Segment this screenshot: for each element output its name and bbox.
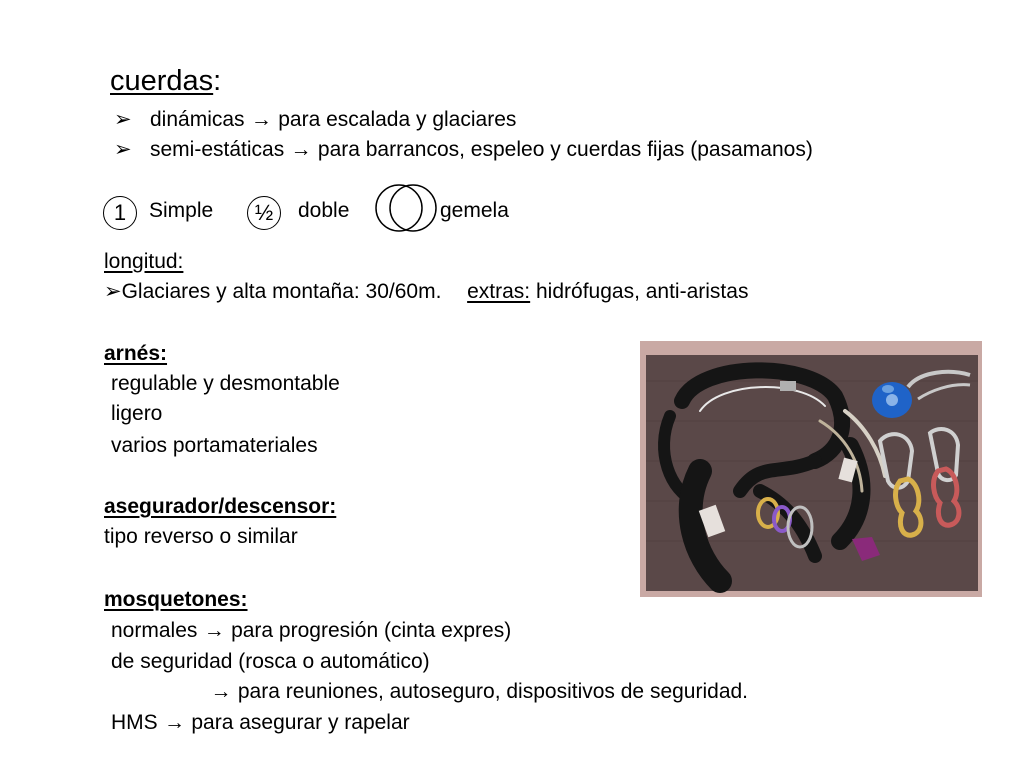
arrow-right-icon: → [290, 138, 312, 161]
buckle [780, 381, 796, 391]
twin-rope-icon [374, 182, 438, 234]
mosquetones-seguridad-uso [210, 680, 748, 704]
hms-desc: para asegurar y rapelar [191, 711, 410, 734]
double-rope-symbol: ½ [247, 196, 281, 230]
section-title-arnes: arnés: [104, 342, 168, 365]
mosquetones-seguridad: de seguridad (rosca o automático) [111, 650, 430, 673]
mosquetones-hms [111, 711, 410, 735]
bullet-text-post: para barrancos, espeleo y cuerdas fijas (pasamanos) [317, 138, 813, 161]
cuerdas-colon: : [213, 65, 222, 97]
cuerdas-bullet-semiestaticas [114, 138, 813, 162]
rope-type-doble-label: doble [298, 199, 350, 222]
section-title-mosquetones: mosquetones: [104, 588, 248, 611]
arnes-item: regulable y desmontable [111, 372, 340, 395]
cuerdas-bullet-dinamicas [114, 108, 516, 132]
section-title-asegurador: asegurador/descensor: [104, 495, 337, 518]
section-title-cuerdas [110, 64, 221, 98]
seguridad-uso-desc: para reuniones, autoseguro, dispositivos de seguridad. [237, 680, 749, 703]
extras-value: hidrófugas, anti-aristas [536, 280, 749, 303]
harness-gear-photo [640, 341, 982, 597]
bullet-text-pre: dinámicas [150, 108, 245, 131]
arnes-item: varios portamateriales [111, 434, 318, 457]
arnes-item: ligero [111, 402, 163, 425]
bullet-marker: ➢ [114, 108, 132, 131]
rope-type-gemela-label: gemela [440, 199, 509, 222]
hms-label: HMS [111, 711, 158, 734]
bullet-text-pre: semi-estáticas [150, 138, 285, 161]
arrow-right-icon: → [203, 619, 225, 642]
longitud-glaciares: ➢Glaciares y alta montaña: 30/60m. [104, 280, 442, 303]
section-title-longitud: longitud: [104, 250, 184, 273]
longitud-line [104, 280, 748, 304]
bullet-text-post: para escalada y glaciares [278, 108, 517, 131]
normales-desc: para progresión (cinta expres) [231, 619, 512, 642]
arrow-right-icon: → [210, 680, 232, 703]
rope-type-simple-label: Simple [149, 199, 214, 222]
arrow-right-icon: → [164, 711, 186, 734]
bullet-marker: ➢ [114, 138, 132, 161]
arrow-right-icon: → [250, 108, 272, 131]
asegurador-item: tipo reverso o similar [104, 525, 298, 548]
simple-rope-symbol: 1 [103, 196, 137, 230]
extras-label: extras: [467, 280, 531, 303]
cuerdas-title: cuerdas [110, 65, 214, 97]
mosquetones-normales [111, 619, 511, 643]
normales-label: normales [111, 619, 198, 642]
